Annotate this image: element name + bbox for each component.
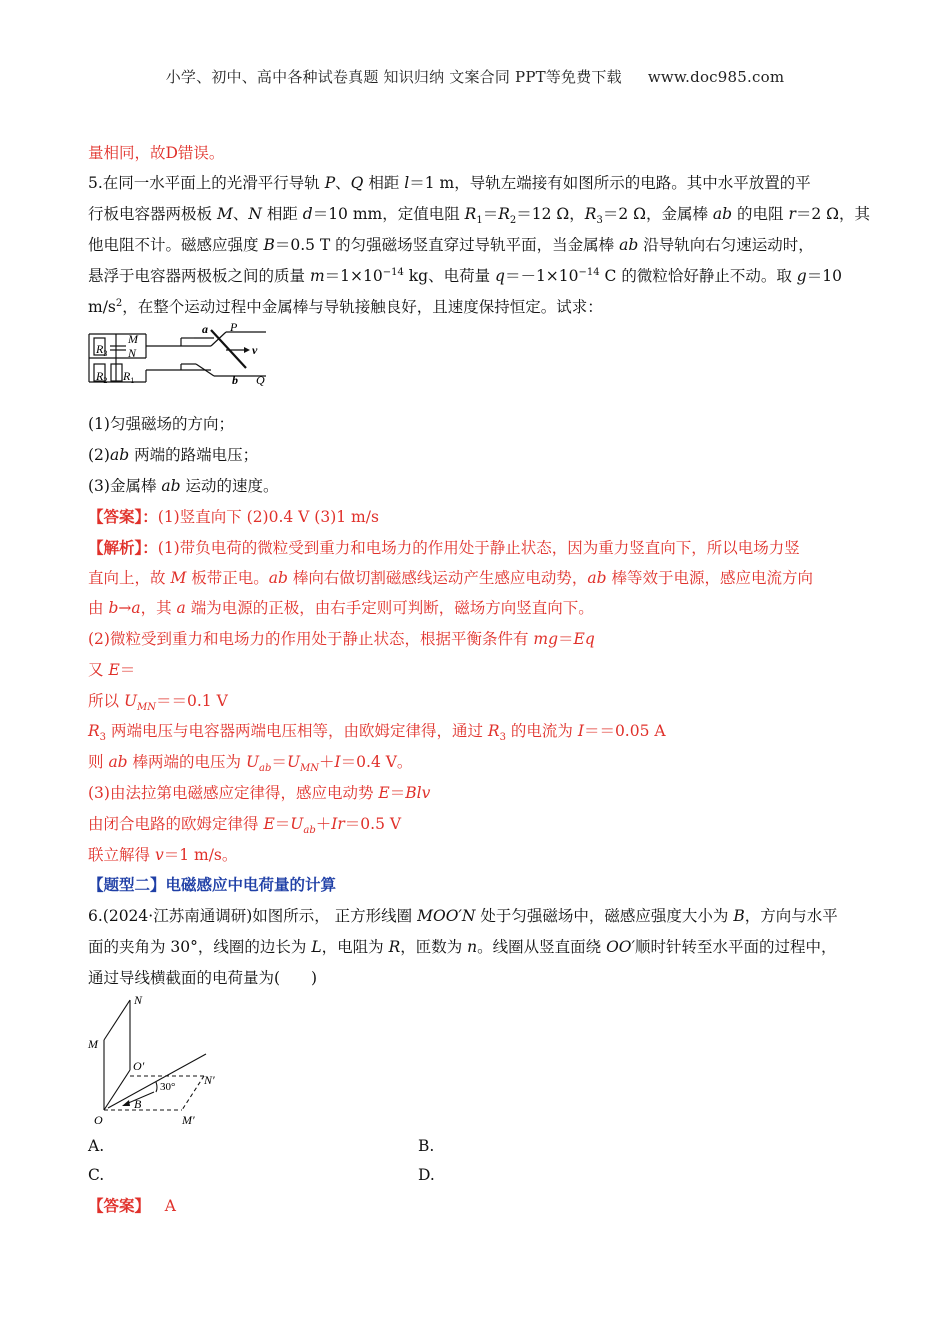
explain-line-6: 所以 $U_{MN}==0.1$ V <box>88 692 228 714</box>
prev-tail: 量相同，故D错误。 <box>88 144 225 162</box>
answer-6-value: A <box>164 1197 176 1215</box>
option-c[interactable]: C. <box>88 1166 105 1184</box>
explain-line-11: 联立解得 v＝1 m/s。 <box>88 846 238 864</box>
answer-label: 【答案】： <box>88 507 158 526</box>
svg-text:M: M <box>88 1037 98 1051</box>
section-heading: 【题型二】电磁感应中电荷量的计算 <box>88 875 337 894</box>
explain-line-8: 则 ab 棒两端的电压为 $U_{ab}=U_{MN}+I=0.4$ V。 <box>88 753 413 775</box>
option-b[interactable]: B. <box>418 1137 435 1155</box>
answer-6-label: 【答案】 <box>88 1196 151 1215</box>
q5-line-2: 行板电容器两极板 M、N 相距 d＝10 mm，定值电阻 $R_1=R_2=12$ Ω，$R_3=2$ Ω，金属棒 ab 的电阻 r＝2 Ω，其 <box>88 205 871 227</box>
svg-text:v: v <box>252 343 258 357</box>
explain-line-2: 直向上，故 M 板带正电。ab 棒向右做切割磁感线运动产生感应电动势，ab 棒等效于电源，感应电流方向 <box>88 569 813 587</box>
header-url[interactable]: www.doc985.com <box>647 68 785 86</box>
header-text: 小学、初中、高中各种试卷真题 知识归纳 文案合同 PPT等免费下载 <box>165 68 622 86</box>
svg-text:P: P <box>230 322 238 334</box>
svg-text:R3: $R_3$ <box>96 342 108 358</box>
q5-line-3: 他电阻不计。磁感应强度 B＝0.5 T 的匀强磁场竖直穿过导轨平面，当金属棒 ab 沿导轨向右匀速运动时， <box>88 236 814 254</box>
q6-line-3: 通过导线横截面的电荷量为( ) <box>88 969 318 987</box>
velocity-arrow-icon <box>244 347 250 353</box>
q5-sub-3: (3)金属棒 ab 运动的速度。 <box>88 477 279 495</box>
svg-text:O: O <box>94 1113 103 1127</box>
coil-figure <box>86 992 236 1130</box>
explain-line-1: 【解析】：(1)带负电荷的微粒受到重力和电场力的作用处于静止状态，因为重力竖直向下，所以电场力竖 <box>88 538 800 557</box>
svg-text:R2: $R_2$ <box>96 369 108 385</box>
answer-6 <box>88 1195 873 1217</box>
q5-line-1: 5.在同一水平面上的光滑平行导轨 P、Q 相距 l＝1 m，导轨左端接有如图所示的电路。其中水平放置的平 <box>88 174 811 192</box>
option-a[interactable]: A. <box>88 1137 105 1155</box>
q5-line-5: $m/s^2$，在整个运动过程中金属棒与导轨接触良好，且速度保持恒定。试求： <box>88 297 603 316</box>
q6-line-1: 6.(2024·江苏南通调研)如图所示， 正方形线圈 MOO′N 处于匀强磁场中，磁感应强度大小为 B，方向与水平 <box>88 907 838 925</box>
explain-label: 【解析】： <box>88 538 158 557</box>
svg-text:30°: 30° <box>160 1081 176 1093</box>
explain-line-10: 由闭合电路的欧姆定律得 $E=U_{ab}+Ir=0.5$ V <box>88 815 402 837</box>
explain-line-3: 由 b→a，其 a 端为电源的正极，由右手定则可判断，磁场方向竖直向下。 <box>88 599 594 617</box>
explain-line-4: (2)微粒受到重力和电场力的作用处于静止状态，根据平衡条件有 mg＝Eq <box>88 630 595 648</box>
svg-text:N′: N′ <box>204 1073 215 1087</box>
svg-text:Q: Q <box>256 373 265 387</box>
svg-text:N: N <box>128 346 137 360</box>
explain-line-7: $R_3$ 两端电压与电容器两端电压相等，由欧姆定律得，通过 $R_3$ 的电流为 I＝＝0.05 A <box>88 722 666 744</box>
svg-text:B: B <box>134 1097 142 1111</box>
svg-text:N: N <box>134 993 143 1007</box>
q5-sub-2: (2)ab 两端的路端电压； <box>88 446 259 464</box>
field-arrow-icon <box>122 1100 130 1106</box>
q5-line-4: 悬浮于电容器两极板之间的质量 $m=1\times 10^{-14}$ kg、电荷量 $q=-1\times 10^{-14}$ C 的微粒恰好静止不动。取 g＝10 <box>88 266 842 285</box>
svg-text:M: M <box>128 332 138 346</box>
q5-sub-1: (1)匀强磁场的方向； <box>88 415 234 433</box>
answer-5: 【答案】：(1)竖直向下 (2)0.4 V (3)1 m/s <box>88 507 379 526</box>
q6-line-2: 面的夹角为 30°，线圈的边长为 L，电阻为 R，匝数为 n。线圈从竖直面绕 OO′顺时针转至水平面的过程中， <box>88 938 837 956</box>
explain-line-9: (3)由法拉第电磁感应定律得，感应电动势 E＝Blv <box>88 784 431 802</box>
svg-text:a: a <box>202 322 208 336</box>
svg-text:b: b <box>232 373 238 387</box>
option-d[interactable]: D. <box>418 1166 435 1184</box>
explain-line-5: 又 E＝ <box>88 661 136 679</box>
page-header <box>0 66 950 87</box>
svg-text:O′: O′ <box>133 1059 145 1073</box>
circuit-figure <box>86 322 276 390</box>
svg-text:R1: $R_1$ <box>123 369 135 385</box>
svg-text:M′: M′ <box>182 1113 195 1127</box>
